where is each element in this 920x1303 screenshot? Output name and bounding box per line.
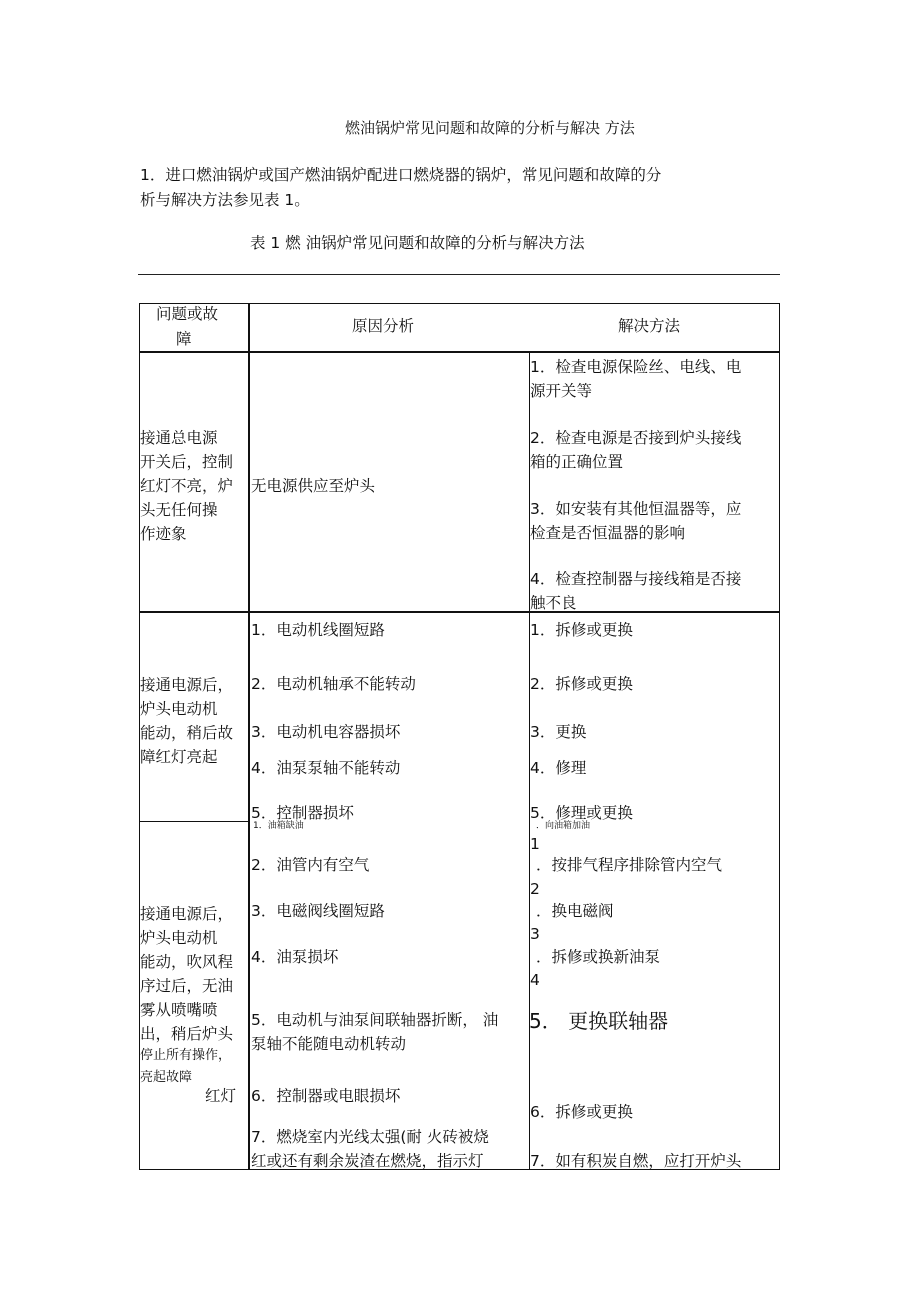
row2-problem-line: 接通电源后，: [140, 676, 234, 694]
row1-problem-line: 作迹象: [140, 525, 187, 543]
row3-solution: ．拆修或换新油泵: [536, 948, 661, 966]
row3-cause: 泵轴不能随电动机转动: [251, 1035, 407, 1053]
row3-cause: 6．控制器或电眼损坏: [251, 1087, 401, 1105]
row3-solution: 5． 更换联轴器: [529, 1009, 669, 1033]
row1-cause: 无电源供应至炉头: [251, 477, 376, 495]
row3-cause: 3．电磁阀线圈短路: [251, 902, 385, 920]
header-cause: 原因分析: [352, 317, 415, 335]
row3-solution-number: 3: [530, 925, 540, 943]
row2-solution: 3．更换: [530, 723, 587, 741]
row1-solution-line: 1．检查电源保险丝、电线、电: [530, 358, 742, 376]
row2-solution: 5．修理或更换: [530, 804, 633, 822]
row3-cause: 7．燃烧室内光线太强(耐 火砖被烧: [251, 1128, 489, 1146]
row3-problem-line: 序过后，无油: [140, 977, 234, 995]
row3-problem-line: 炉头电动机: [140, 929, 218, 947]
row1-problem-line: 红灯不亮，炉: [140, 477, 234, 495]
row2-solution: 1．拆修或更换: [530, 621, 633, 639]
row3-cause: 5．电动机与油泵间联轴器折断， 油: [251, 1011, 499, 1029]
row1-solution-line: 4．检查控制器与接线箱是否接: [530, 570, 742, 588]
row2-cause: 5．控制器损坏: [251, 804, 354, 822]
row1-problem-line: 开关后，控制: [140, 453, 234, 471]
row3-solution: ．换电磁阀: [536, 902, 614, 920]
row2-solution: 2．拆修或更换: [530, 675, 633, 693]
row2-problem-line: 炉头电动机: [140, 700, 218, 718]
row1-solution-line: 触不良: [530, 594, 577, 612]
header-separator: [139, 351, 780, 353]
row1-solution-line: 箱的正确位置: [530, 453, 624, 471]
row3-solution-number: 2: [530, 880, 540, 898]
row3-cause: 1．油箱缺油: [253, 821, 304, 831]
header-problem-line-2: 障: [176, 330, 192, 348]
row2-cause: 4．油泵泵轴不能转动: [251, 759, 401, 777]
row2-cause: 1．电动机线圈短路: [251, 621, 385, 639]
table-caption: 表 1 燃 油锅炉常见问题和故障的分析与解决方法: [250, 234, 585, 252]
row3-problem-line: 红灯: [205, 1087, 237, 1105]
table-border-right: [779, 303, 780, 1170]
row1-solution-line: 3．如安装有其他恒温器等，应: [530, 500, 742, 518]
row3-cause: 2．油管内有空气: [251, 856, 370, 874]
row-separator-2: [139, 821, 249, 822]
header-problem-line-1: 问题或故: [156, 305, 219, 323]
row3-solution: ．向油箱加油: [536, 821, 591, 831]
row3-solution: 7．如有积炭自燃，应打开炉头: [530, 1152, 742, 1170]
row3-problem-line: 能动，吹风程: [140, 953, 234, 971]
table-border-top: [139, 303, 780, 304]
row2-cause: 2．电动机轴承不能转动: [251, 675, 416, 693]
row2-problem-line: 障红灯亮起: [140, 748, 218, 766]
document-title: 燃油锅炉常见问题和故障的分析与解决 方法: [345, 119, 635, 137]
row3-problem-line: 出，稍后炉头: [140, 1025, 234, 1043]
table-divider-problem: [248, 303, 250, 1170]
row1-problem-line: 接通总电源: [140, 429, 218, 447]
caption-rule: [138, 274, 780, 275]
intro-paragraph-line-1: 1．进口燃油锅炉或国产燃油锅炉配进口燃烧器的锅炉，常见问题和故障的分: [140, 166, 662, 184]
row2-cause: 3．电动机电容器损坏: [251, 723, 401, 741]
row1-solution-line: 检查是否恒温器的影响: [530, 524, 686, 542]
row3-problem-line: 接通电源后，: [140, 905, 234, 923]
row3-problem-line: 停止所有操作，: [140, 1048, 232, 1063]
header-solution: 解决方法: [618, 317, 681, 335]
row3-problem-line: 雾从喷嘴喷: [140, 1001, 218, 1019]
row3-solution: ．按排气程序排除管内空气: [536, 856, 723, 874]
row1-solution-line: 源开关等: [530, 382, 593, 400]
row3-solution-number: 4: [530, 971, 540, 989]
row3-cause: 4．油泵损坏: [251, 948, 339, 966]
intro-paragraph-line-2: 析与解决方法参见表 1。: [140, 191, 310, 209]
row1-solution-line: 2．检查电源是否接到炉头接线: [530, 429, 742, 447]
row3-cause: 红或还有剩余炭渣在燃烧，指示灯: [251, 1152, 484, 1170]
row-separator-1: [139, 611, 780, 613]
row2-problem-line: 能动，稍后故: [140, 724, 234, 742]
row2-solution: 4．修理: [530, 759, 587, 777]
row3-problem-line: 亮起故障: [140, 1070, 193, 1085]
row3-solution: 6．拆修或更换: [530, 1103, 633, 1121]
row1-problem-line: 头无任何操: [140, 501, 218, 519]
row3-solution-number: 1: [530, 835, 540, 853]
